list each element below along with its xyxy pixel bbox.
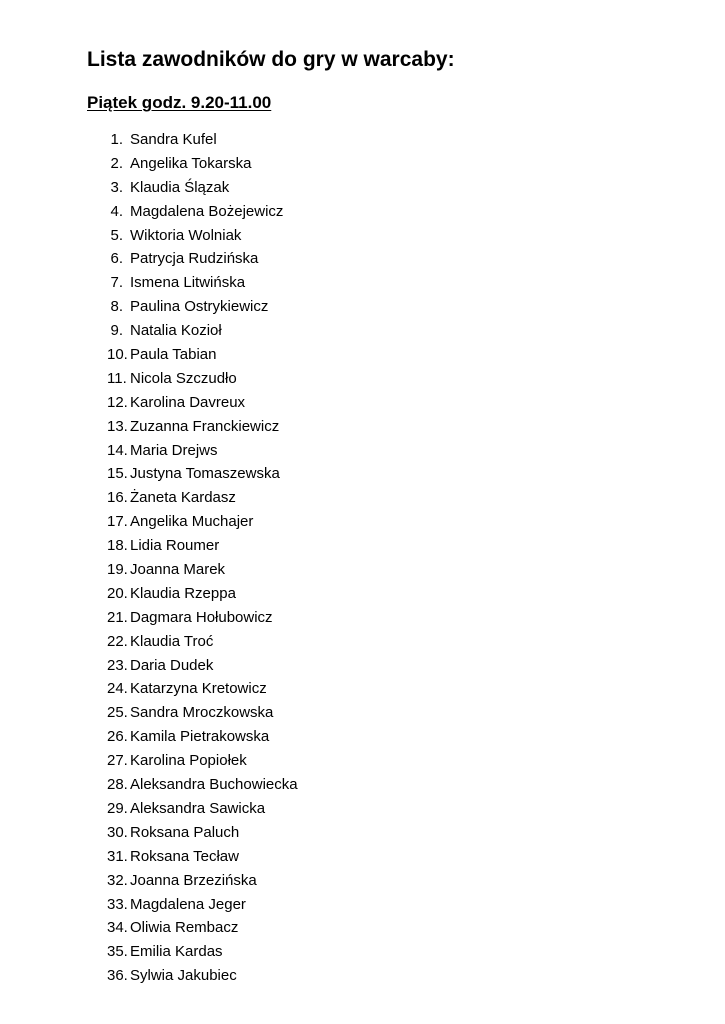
list-item-number: 17. [107,513,128,531]
list-item-name: Katarzyna Kretowicz [130,680,267,698]
list-item [0,200,725,224]
list-item-name: Angelika Muchajer [130,513,254,531]
list-item-number: 23. [107,656,128,674]
list-item-number: 31. [107,847,128,865]
list-item-name: Justyna Tomaszewska [130,465,280,483]
list-item [0,176,725,200]
list-item [0,343,725,367]
list-item-number: 20. [107,584,128,602]
list-item-name: Magdalena Bożejewicz [130,202,284,220]
list-item-name: Daria Dudek [130,656,214,674]
list-item-number: 4. [110,202,123,220]
list-item [0,391,725,415]
list-item-number: 19. [107,561,128,579]
list-item [0,749,725,773]
list-item [0,271,725,295]
session-subtitle: Piątek godz. 9.20-11.00 [87,93,272,112]
list-item-number: 7. [110,274,123,292]
list-item [0,319,725,343]
list-item [0,415,725,439]
list-item [0,510,725,534]
list-item-number: 22. [107,632,128,650]
list-item-number: 13. [107,417,128,435]
list-item-name: Magdalena Jeger [130,895,246,913]
list-item-name: Patrycja Rudzińska [130,250,259,268]
list-item-number: 24. [107,680,128,698]
list-item-name: Klaudia Ślązak [130,178,230,196]
list-item [0,558,725,582]
list-item [0,725,725,749]
list-item [0,797,725,821]
list-item-number: 36. [107,967,128,985]
list-item [0,582,725,606]
list-item-name: Roksana Paluch [130,823,240,841]
list-item-name: Sylwia Jakubiec [130,967,237,985]
list-item [0,654,725,678]
list-item-name: Zuzanna Franckiewicz [130,417,280,435]
list-item-number: 21. [107,608,128,626]
list-item-name: Klaudia Rzeppa [130,584,236,602]
list-item [0,773,725,797]
page-title: Lista zawodników do gry w warcaby: [87,48,455,71]
list-item [0,486,725,510]
list-item [0,940,725,964]
list-item-name: Natalia Kozioł [130,322,222,340]
list-item-number: 28. [107,776,128,794]
list-item-number: 10. [107,346,128,364]
list-item-number: 29. [107,799,128,817]
list-item-name: Joanna Brzezińska [130,871,257,889]
list-item-name: Roksana Tecław [130,847,239,865]
list-item-name: Nicola Szczudło [130,369,237,387]
list-item-name: Aleksandra Buchowiecka [130,776,298,794]
list-item-number: 26. [107,728,128,746]
player-list [0,128,725,988]
list-item-name: Dagmara Hołubowicz [130,608,273,626]
list-item-name: Oliwia Rembacz [130,919,239,937]
list-item-number: 33. [107,895,128,913]
list-item-number: 14. [107,441,128,459]
list-item [0,821,725,845]
list-item-name: Karolina Davreux [130,393,246,411]
list-item [0,964,725,988]
list-item [0,128,725,152]
list-item [0,152,725,176]
list-item-number: 5. [110,226,123,244]
list-item [0,295,725,319]
list-item [0,367,725,391]
list-item-name: Paula Tabian [130,346,217,364]
list-item-name: Kamila Pietrakowska [130,728,270,746]
list-item-number: 1. [110,131,123,148]
list-item-name: Sandra Mroczkowska [130,704,274,722]
list-item [0,916,725,940]
list-item [0,869,725,893]
list-item-number: 15. [107,465,128,483]
list-item-name: Emilia Kardas [130,943,223,961]
list-item-name: Joanna Marek [130,561,226,579]
list-item [0,677,725,701]
list-item-number: 6. [110,250,123,268]
list-item-name: Sandra Kufel [130,131,217,148]
list-item-number: 30. [107,823,128,841]
list-item-name: Wiktoria Wolniak [130,226,242,244]
list-item-number: 16. [107,489,128,507]
list-item-number: 34. [107,919,128,937]
list-item-name: Lidia Roumer [130,537,220,555]
list-item-name: Karolina Popiołek [130,752,247,770]
list-item [0,462,725,486]
list-item-name: Angelika Tokarska [130,154,252,172]
list-item-name: Aleksandra Sawicka [130,799,266,817]
list-item-number: 9. [110,322,123,340]
list-item-number: 2. [110,154,123,172]
list-item-number: 3. [110,178,123,196]
list-item [0,845,725,869]
list-item-number: 11. [107,369,127,387]
list-item [0,439,725,463]
list-item [0,701,725,725]
list-item-name: Maria Drejws [130,441,218,459]
list-item-name: Paulina Ostrykiewicz [130,298,269,316]
list-item-number: 18. [107,537,128,555]
list-item-number: 35. [107,943,128,961]
list-item-number: 32. [107,871,128,889]
list-item [0,534,725,558]
list-item [0,893,725,917]
list-item [0,606,725,630]
list-item-name: Klaudia Troć [130,632,214,650]
list-item [0,224,725,248]
list-item-number: 27. [107,752,128,770]
list-item-name: Ismena Litwińska [130,274,246,292]
list-item-number: 25. [107,704,128,722]
list-item-number: 8. [110,298,123,316]
list-item [0,247,725,271]
list-item-name: Żaneta Kardasz [130,489,236,507]
list-item-number: 12. [107,393,128,411]
list-item [0,630,725,654]
